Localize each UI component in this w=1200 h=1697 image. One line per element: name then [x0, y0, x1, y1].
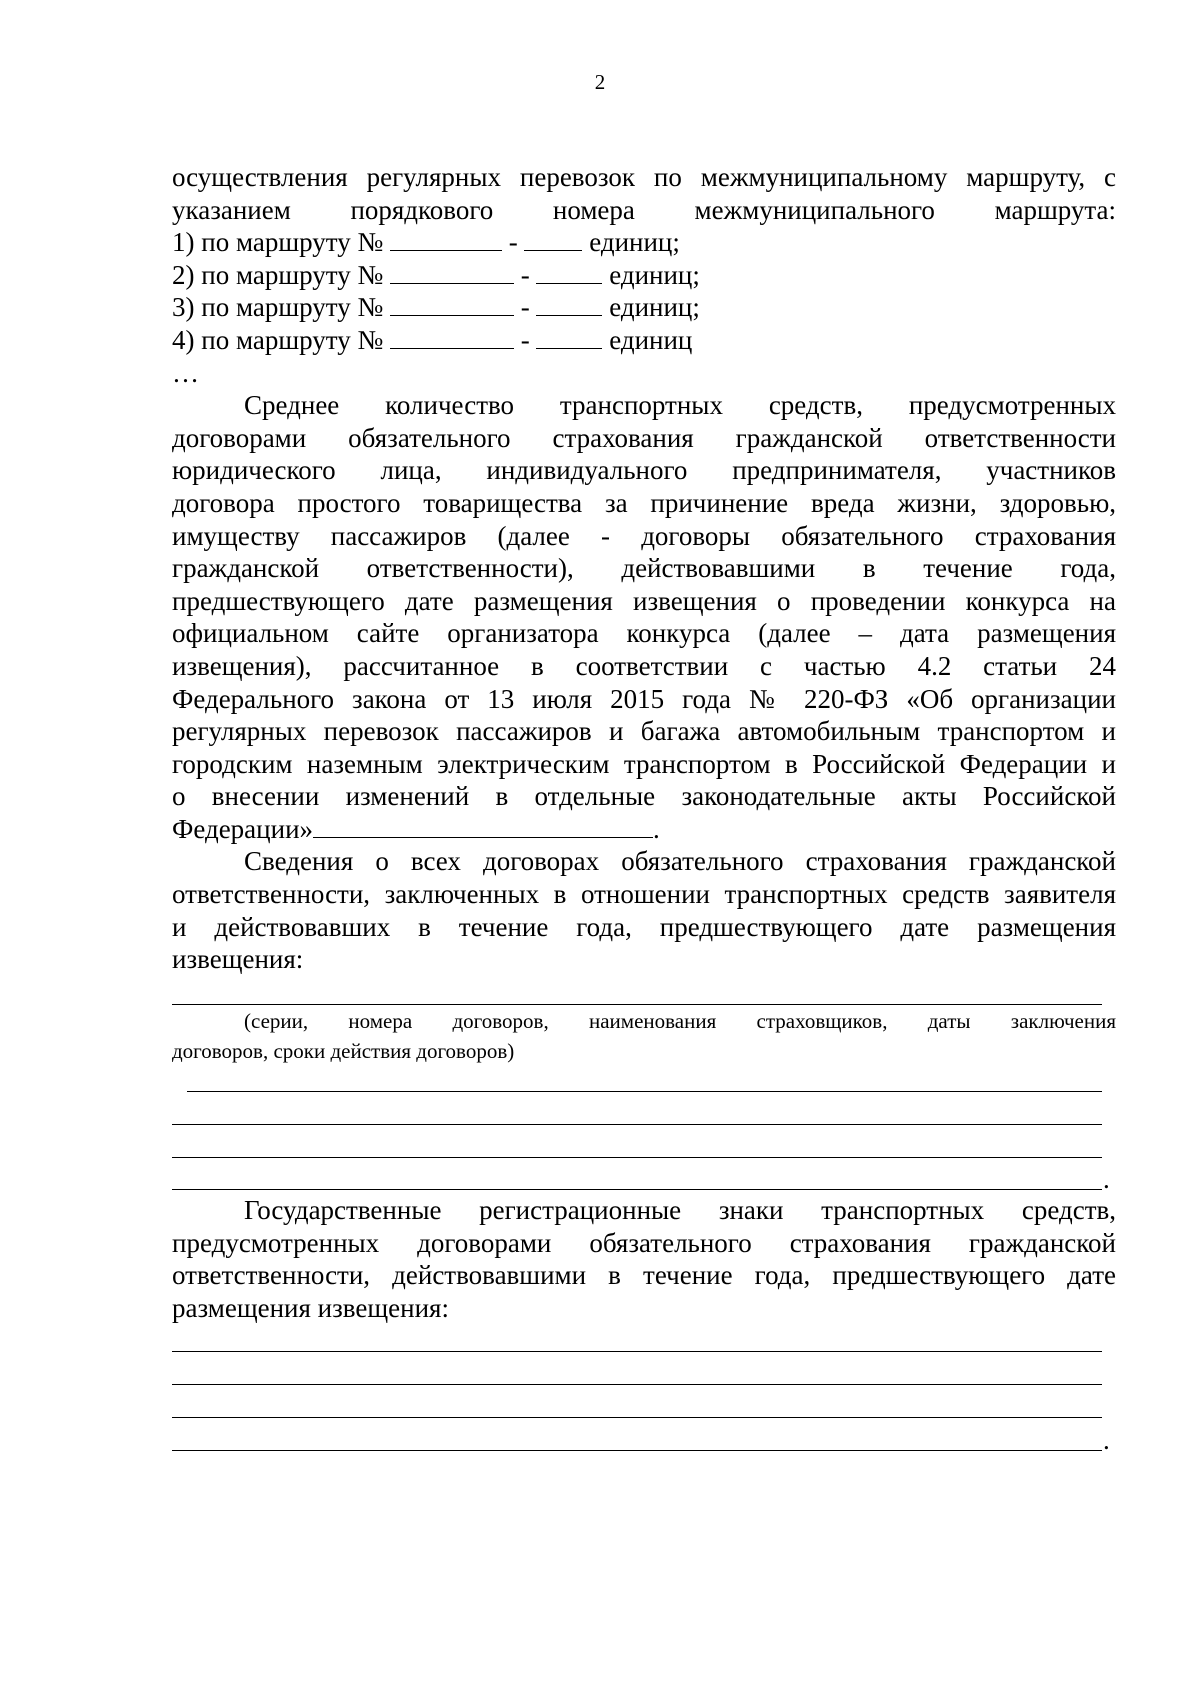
- insurance-fill-line[interactable]: [172, 1189, 1102, 1190]
- paragraph2-line: ответственности, заключенных в отношении транспортных средств заявителя: [172, 879, 1116, 910]
- route-item-1: 1) по маршруту № - единиц;: [172, 227, 680, 258]
- paragraph3-line: предусмотренных договорами обязательного страхования гражданской: [172, 1227, 1116, 1258]
- caption-line-2: договоров, сроки действия договоров): [172, 1039, 515, 1063]
- plates-fill-line[interactable]: [172, 1351, 1102, 1352]
- route-number-blank[interactable]: [390, 228, 502, 251]
- plates-fill-line[interactable]: [172, 1384, 1102, 1385]
- paragraph1-line: договорами обязательного страхования гражданской ответственности: [172, 422, 1116, 453]
- units-blank[interactable]: [536, 261, 602, 284]
- units-blank[interactable]: [536, 293, 602, 316]
- paragraph1-line: имуществу пассажиров (далее - договоры обязательного страхования: [172, 520, 1116, 551]
- paragraph1-line: юридического лица, индивидуального предпринимателя, участников: [172, 455, 1116, 486]
- document-body: [172, 161, 1116, 976]
- route-item-3: 3) по маршруту № - единиц;: [172, 292, 700, 323]
- caption-line-1: (серии, номера договоров, наименования страховщиков, даты заключения: [244, 1009, 1116, 1033]
- period-mark: .: [1103, 1425, 1110, 1455]
- paragraph2-line: Сведения о всех договорах обязательного страхования гражданской: [244, 846, 1116, 877]
- paragraph3-line: ответственности, действовавшими в течение года, предшествующего дате: [172, 1260, 1116, 1291]
- paragraph3-line: Государственные регистрационные знаки транспортных средств,: [244, 1195, 1116, 1225]
- paragraph1-line: Федерального закона от 13 июля 2015 года № 220-ФЗ «Об организации: [172, 683, 1116, 714]
- route-item-4: 4) по маршруту № - единиц: [172, 324, 693, 355]
- paragraph1-line: договора простого товарищества за причинение вреда жизни, здоровью,: [172, 487, 1116, 518]
- paragraph1-line: регулярных перевозок пассажиров и багажа автомобильным транспортом и: [172, 716, 1116, 747]
- paragraph1-line: извещения), рассчитанное в соответствии с частью 4.2 статьи 24: [172, 650, 1116, 681]
- paragraph1-line: Среднее количество транспортных средств, предусмотренных: [244, 390, 1116, 421]
- plates-fill-line[interactable]: [172, 1450, 1102, 1451]
- route-number-blank[interactable]: [390, 293, 514, 316]
- paragraph1-line: гражданской ответственности), действовавшими в течение года,: [172, 553, 1116, 584]
- paragraph2-line: и действовавших в течение года, предшествующего дате размещения: [172, 911, 1116, 942]
- route-number-blank[interactable]: [390, 261, 514, 284]
- plates-fill-line[interactable]: [172, 1417, 1102, 1418]
- insurance-fill-line[interactable]: [172, 1124, 1102, 1125]
- route-item-2: 2) по маршруту № - единиц;: [172, 259, 700, 290]
- paragraph3-line: размещения извещения:: [172, 1292, 449, 1323]
- paragraph2-line: извещения:: [172, 944, 304, 975]
- average-count-blank[interactable]: [313, 815, 653, 838]
- page-number: 2: [594, 70, 606, 94]
- ellipsis: …: [172, 357, 199, 388]
- insurance-fill-line[interactable]: [187, 1091, 1102, 1092]
- intro-line-1: осуществления регулярных перевозок по межмуниципальному маршруту, с: [172, 162, 1116, 192]
- route-number-blank[interactable]: [390, 326, 514, 349]
- units-blank[interactable]: [524, 228, 582, 251]
- insurance-fill-line[interactable]: [172, 1157, 1102, 1158]
- insurance-fill-line[interactable]: [172, 1004, 1102, 1005]
- plates-paragraph: [172, 1194, 1116, 1324]
- paragraph1-last-line: Федерации» .: [172, 813, 660, 844]
- paragraph1-line: предшествующего дате размещения извещения о проведении конкурса на: [172, 585, 1116, 616]
- period-mark: .: [1103, 1164, 1110, 1194]
- insurance-caption: [172, 1006, 1116, 1066]
- paragraph1-line: официальном сайте организатора конкурса (далее – дата размещения: [172, 618, 1116, 649]
- paragraph1-line: о внесении изменений в отдельные законодательные акты Российской: [172, 781, 1116, 812]
- intro-line-2: указанием порядкового номера межмуниципального маршрута:: [172, 194, 1116, 225]
- units-blank[interactable]: [536, 326, 602, 349]
- paragraph1-line: городским наземным электрическим транспортом в Российской Федерации и: [172, 748, 1116, 779]
